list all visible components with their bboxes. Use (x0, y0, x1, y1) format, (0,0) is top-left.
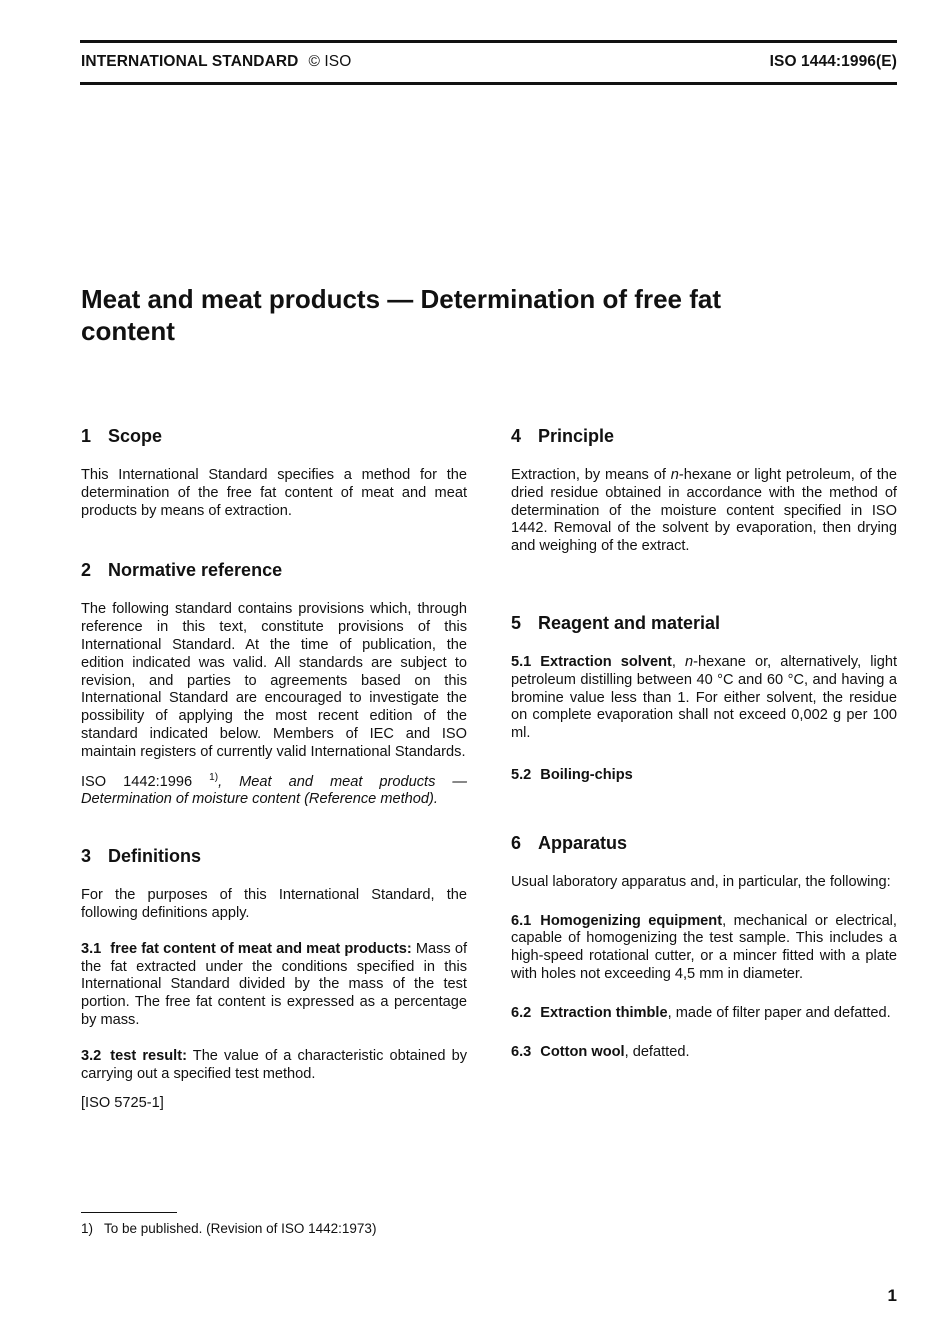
item-text: , mechanical or electrical, capable of homogenizing the test sample. This includes a high-speed rotational cutter, or a mincer fitted with a plate with holes not exceeding 4,5 mm in diameter. (511, 912, 897, 982)
definition-3-1 (81, 941, 467, 1030)
normative-reference-entry (81, 771, 467, 810)
header-bottom-rule (80, 82, 897, 85)
header-copyright: © ISO (308, 53, 352, 70)
item-number: 6.3 (511, 1043, 532, 1060)
reference-title: , Meat and meat products — Determination of moisture content (Reference method). (81, 773, 467, 808)
item-term (511, 1044, 625, 1060)
section-number: 5 (511, 612, 522, 633)
footnote (81, 1221, 376, 1236)
section-heading-apparatus (511, 832, 897, 854)
definition-3-2 (81, 1048, 467, 1084)
item-term-text: Homogenizing equipment (540, 912, 723, 929)
page-number: 1 (887, 1286, 897, 1305)
title-line-2: content (81, 316, 175, 346)
header-left (81, 53, 351, 71)
definition-term-text: test result: (110, 1047, 187, 1064)
principle-text-a: Extraction, by means of (511, 467, 671, 483)
definition-term (81, 941, 412, 957)
item-term-text: Extraction solvent (540, 653, 672, 670)
item-number: 6.1 (511, 912, 532, 929)
item-term-text: Extraction thimble (540, 1004, 668, 1021)
footnote-rule (81, 1212, 177, 1213)
right-column (511, 425, 897, 1061)
principle-text-b: -hexane or light petroleum, of the dried residue obtained in accordance with the method of determination of the moisture content specified in ISO 1442. Removal of the solvent by evaporation, then drying and weighing of the extract. (511, 467, 897, 555)
title-line-1: Meat and meat products — Determination of free fat (81, 284, 721, 314)
definition-number: 3.1 (81, 940, 102, 957)
section-heading-normative-reference (81, 559, 467, 581)
document-title (81, 283, 881, 347)
definition-text: The value of a characteristic obtained by carrying out a specified test method. (81, 1047, 468, 1082)
header-top-rule (80, 40, 897, 43)
section-number: 1 (81, 426, 92, 446)
section-number: 4 (511, 426, 522, 446)
section-heading-principle (511, 425, 897, 447)
section-title: Principle (538, 426, 615, 446)
section-number: 2 (81, 560, 92, 581)
section-heading-definitions (81, 845, 467, 867)
item-text: , defatted. (624, 1043, 690, 1060)
item-text-b: -hexane or, alternatively, light petroleum distilling between 40 °C and 60 °C, and having a bromine value less than 1. For either solvent, the residue on complete evaporation shall not exceed 0,002 g per 100 ml. (511, 653, 898, 742)
item-term (511, 1005, 668, 1021)
apparatus-6-3 (511, 1044, 897, 1062)
definition-source: [ISO 5725-1] (81, 1095, 164, 1112)
definition-number: 3.2 (81, 1047, 102, 1064)
item-text-italic: n (685, 653, 694, 670)
apparatus-intro: Usual laboratory apparatus and, in particular, the following: (511, 873, 891, 890)
reference-code: ISO 1442:1996 (81, 773, 193, 790)
item-text: , made of filter paper and defatted. (667, 1004, 891, 1021)
definition-term (81, 1048, 187, 1064)
item-number: 5.1 (511, 653, 532, 670)
principle-text-italic: n (670, 467, 679, 483)
item-term (511, 913, 722, 929)
section-heading-reagent (511, 612, 897, 634)
definitions-intro: For the purposes of this International Standard, the following definitions apply. (81, 887, 467, 921)
section-number: 6 (511, 832, 522, 853)
normative-text: The following standard contains provisions which, through reference in this text, constitute provisions of this International Standard. At the time of publication, the edition indicated was valid. All standards are subject to revision, and parties to agreements based on this International Standard are encouraged to investigate the possibility of applying the most recent edition of the standard indicated below. Members of IEC and ISO maintain registers of currently valid International Standards. (81, 601, 467, 760)
apparatus-6-2 (511, 1005, 897, 1023)
section-title: Normative reference (108, 560, 283, 581)
reagent-5-2 (511, 767, 897, 785)
item-term (511, 654, 672, 670)
left-column (81, 425, 467, 1113)
section-title: Reagent and material (538, 612, 721, 633)
section-title: Apparatus (538, 832, 628, 853)
definition-text: Mass of the fat extracted under the conditions specified in this International Standard divided by the mass of the test portion. The free fat content is expressed as a percentage by mass. (81, 940, 467, 1028)
footnote-text: To be published. (Revision of ISO 1442:1973) (104, 1221, 377, 1236)
definition-term-text: free fat content of meat and meat products: (110, 940, 412, 957)
reagent-5-1 (511, 654, 897, 743)
item-number: 5.2 (511, 766, 532, 783)
footnote-marker: 1) (209, 771, 219, 783)
scope-text: This International Standard specifies a method for the determination of the free fat content of meat and meat products by means of extraction. (81, 467, 467, 519)
section-heading-scope (81, 425, 467, 447)
section-title: Scope (108, 426, 163, 446)
section-number: 3 (81, 846, 92, 867)
item-term-text: Boiling-chips (540, 766, 633, 783)
footnote-mark: 1) (81, 1221, 94, 1236)
item-term (511, 767, 633, 783)
principle-text (511, 467, 897, 556)
section-title: Definitions (108, 846, 201, 867)
item-number: 6.2 (511, 1004, 532, 1021)
item-text-a: , (671, 653, 686, 670)
item-term-text: Cotton wool (540, 1043, 625, 1060)
header-standard-code: ISO 1444:1996(E) (769, 53, 897, 70)
apparatus-6-1 (511, 913, 897, 984)
header-standard-label: INTERNATIONAL STANDARD (81, 53, 299, 70)
